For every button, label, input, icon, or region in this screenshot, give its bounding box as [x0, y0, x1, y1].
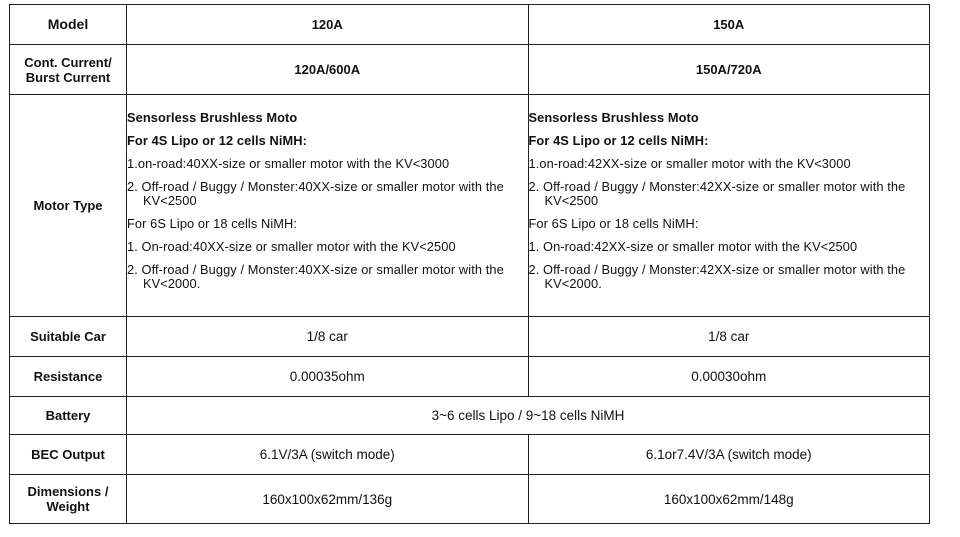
motor-120a-line: 1.on-road:40XX-size or smaller motor with the KV<3000	[127, 156, 450, 171]
label-model: Model	[10, 5, 127, 45]
row-current	[10, 45, 930, 95]
motor-120a-line: 2. Off-road / Buggy / Monster:40XX-size or smaller motor with the KV<2000.	[127, 262, 504, 291]
motor-150a-line: Sensorless Brushless Moto	[528, 110, 699, 125]
motor-120a-line: For 6S Lipo or 18 cells NiMH:	[127, 216, 298, 231]
spec-table	[9, 4, 930, 524]
motor-120a-line: 2. Off-road / Buggy / Monster:40XX-size or smaller motor with the KV<2500	[127, 179, 504, 208]
current-120a: 120A/600A	[127, 45, 529, 95]
dims-120a: 160x100x62mm/136g	[127, 475, 529, 524]
bec-120a: 6.1V/3A (switch mode)	[127, 435, 529, 475]
row-bec	[10, 435, 930, 475]
dims-150a: 160x100x62mm/148g	[528, 475, 930, 524]
row-motor	[10, 95, 930, 317]
car-120a: 1/8 car	[127, 317, 529, 357]
model-120a: 120A	[127, 5, 529, 45]
label-battery: Battery	[10, 397, 127, 435]
label-bec: BEC Output	[10, 435, 127, 475]
model-150a: 150A	[528, 5, 930, 45]
motor-120a-line: Sensorless Brushless Moto	[127, 110, 298, 125]
row-resistance	[10, 357, 930, 397]
motor-150a-line: For 6S Lipo or 18 cells NiMH:	[528, 216, 699, 231]
label-dimensions-line2: Weight	[46, 499, 90, 514]
motor-150a-line: For 4S Lipo or 12 cells NiMH:	[528, 133, 709, 148]
battery-value: 3~6 cells Lipo / 9~18 cells NiMH	[127, 397, 930, 435]
current-150a: 150A/720A	[528, 45, 930, 95]
row-car	[10, 317, 930, 357]
label-resistance: Resistance	[10, 357, 127, 397]
label-current-line2: Burst Current	[25, 69, 111, 85]
motor-120a-line: For 4S Lipo or 12 cells NiMH:	[127, 133, 307, 148]
label-current	[10, 45, 127, 95]
resistance-120a: 0.00035ohm	[127, 357, 529, 397]
label-dimensions	[10, 475, 127, 524]
label-current-line1: Cont. Current/	[24, 54, 112, 70]
label-motor: Motor Type	[10, 95, 127, 317]
motor-150a-line: 2. Off-road / Buggy / Monster:42XX-size or smaller motor with the KV<2000.	[528, 262, 906, 291]
motor-120a-line: 1. On-road:40XX-size or smaller motor with the KV<2500	[127, 239, 456, 254]
motor-150a	[528, 95, 930, 317]
car-150a: 1/8 car	[528, 317, 930, 357]
row-dimensions	[10, 475, 930, 524]
row-battery	[10, 397, 930, 435]
row-model	[10, 5, 930, 45]
motor-120a	[127, 95, 529, 317]
motor-150a-line: 1.on-road:42XX-size or smaller motor with the KV<3000	[528, 156, 851, 171]
motor-150a-line: 2. Off-road / Buggy / Monster:42XX-size or smaller motor with the KV<2500	[528, 179, 906, 208]
label-car: Suitable Car	[10, 317, 127, 357]
label-dimensions-line1: Dimensions /	[27, 484, 109, 499]
resistance-150a: 0.00030ohm	[528, 357, 930, 397]
bec-150a: 6.1or7.4V/3A (switch mode)	[528, 435, 930, 475]
motor-150a-line: 1. On-road:42XX-size or smaller motor with the KV<2500	[528, 239, 858, 254]
